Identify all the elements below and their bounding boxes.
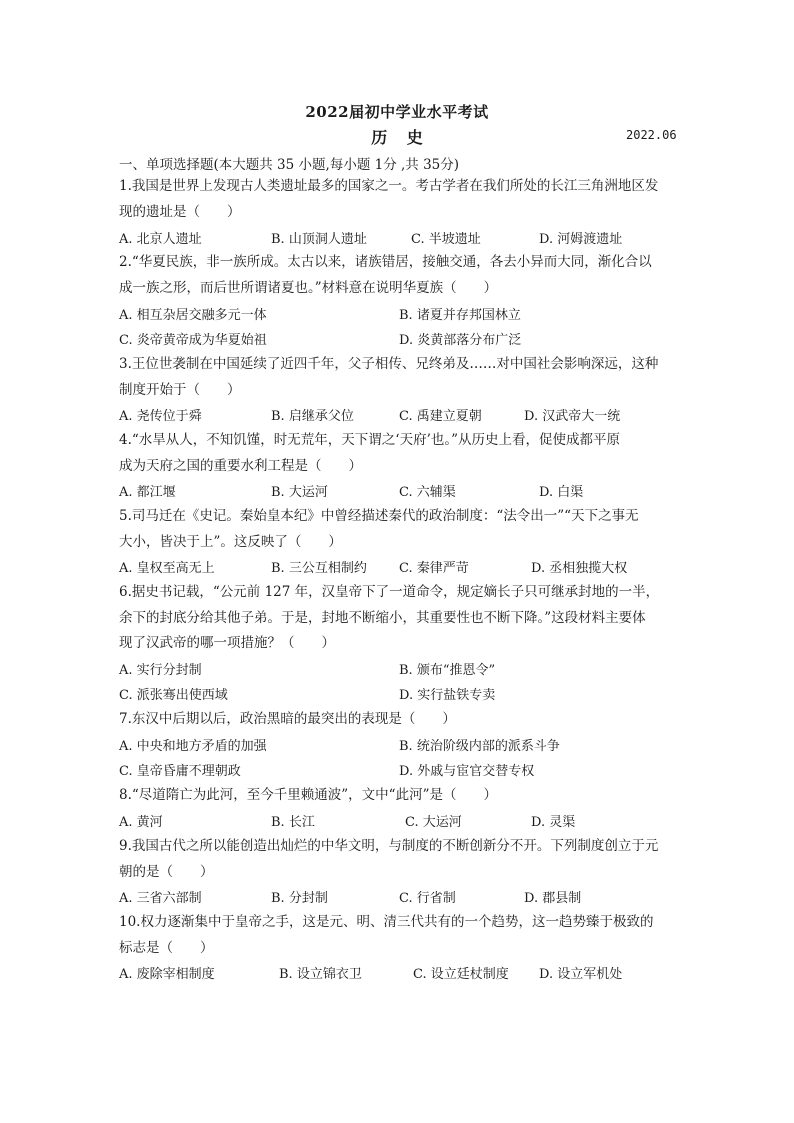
- question-line: 现了汉武帝的哪一项措施？（ ）: [119, 635, 335, 651]
- option-a: A. 三省六部制: [119, 891, 202, 906]
- option-c: C. 六辅渠: [399, 485, 456, 500]
- options-6a: [119, 659, 679, 683]
- exam-title: 2022届初中学业水平考试: [305, 103, 489, 121]
- option-b: B. 诸夏并存邦国林立: [399, 308, 521, 323]
- option-b: B. 分封制: [271, 891, 328, 906]
- option-b: B. 山顶洞人遗址: [271, 232, 367, 247]
- options-1: [119, 228, 679, 252]
- options-6b: [119, 684, 679, 708]
- option-a: A. 中央和地方矛盾的加强: [119, 739, 267, 754]
- options-2a: [119, 304, 679, 328]
- option-a: A. 都江堰: [119, 485, 176, 500]
- question-2: [119, 250, 679, 301]
- options-7a: [119, 735, 679, 759]
- question-4: [119, 428, 679, 479]
- option-b: B. 大运河: [271, 485, 328, 500]
- question-7: [119, 707, 679, 733]
- question-line: 成为天府之国的重要水利工程是（ ）: [119, 457, 362, 474]
- option-a: A. 实行分封制: [119, 663, 202, 678]
- question-3: [119, 352, 679, 403]
- options-7b: [119, 760, 679, 784]
- option-d: D. 汉武帝大一统: [524, 409, 621, 424]
- options-10: [119, 963, 679, 987]
- section-heading: 一、单项选择题(本大题共 35 小题,每小题 1分 ,共 35分): [119, 157, 460, 173]
- exam-subject: 历 史: [371, 128, 423, 147]
- question-9: [119, 834, 679, 885]
- exam-date: 2022.06: [626, 128, 677, 142]
- option-b: B. 统治阶级内部的派系斗争: [399, 739, 560, 754]
- question-line: 10.权力逐渐集中于皇帝之手，这是元、明、清三代共有的一个趋势，这一趋势臻于极致的: [119, 914, 654, 930]
- options-3: [119, 405, 679, 429]
- option-d: D. 灵渠: [531, 815, 576, 830]
- option-a: A. 皇权至高无上: [119, 561, 215, 576]
- question-5: [119, 504, 679, 555]
- option-b: B. 三公互相制约: [271, 561, 367, 576]
- option-c: C. 禹建立夏朝: [399, 409, 482, 424]
- question-line: 1.我国是世界上发现古人类遗址最多的国家之一。考古学者在我们所处的长江三角洲地区发: [119, 178, 659, 194]
- question-line: 5.司马迁在《史记。秦始皇本纪》中曾经描述秦代的政治制度：“法令出一”“天下之事无: [119, 508, 639, 524]
- option-a: A. 相互杂居交融多元一体: [119, 308, 267, 323]
- options-5: [119, 557, 679, 581]
- question-line: 制度开始于（ ）: [119, 381, 241, 398]
- option-d: D. 外戚与宦官交替专权: [399, 764, 535, 779]
- question-line: 标志是（ ）: [119, 939, 214, 956]
- question-1: [119, 174, 679, 225]
- question-line: 2.“华夏民族，非一族所成。太古以来，诸族错居，接触交通，各去小异而大同，渐化合以: [119, 254, 652, 270]
- question-line: 余下的封底分给其他子弟。于是，封地不断缩小，其重要性也不断下降。”这段材料主要体: [119, 609, 646, 626]
- option-d: D. 实行盐铁专卖: [399, 688, 496, 703]
- option-c: C. 设立廷杖制度: [413, 967, 509, 982]
- option-d: D. 河姆渡遗址: [539, 232, 623, 247]
- option-d: D. 丞相独揽大权: [531, 561, 628, 576]
- question-line: 9.我国古代之所以能创造出灿烂的中华文明，与制度的不断创新分不开。下列制度创立于元: [119, 838, 659, 854]
- option-c: C. 半坡遗址: [411, 232, 481, 247]
- option-a: A. 废除宰相制度: [119, 967, 215, 982]
- option-c: C. 派张骞出使西域: [119, 688, 228, 703]
- question-line: 4.“水旱从人，不知饥馑，时无荒年，天下谓之‘天府’也。”从历史上看，促使成都平原: [119, 432, 621, 448]
- option-c: C. 炎帝黄帝成为华夏始祖: [119, 333, 267, 348]
- option-c: C. 大运河: [405, 815, 462, 830]
- option-b: B. 长江: [271, 815, 315, 830]
- option-b: B. 启继承父位: [271, 409, 354, 424]
- option-d: D. 设立军机处: [539, 967, 623, 982]
- option-a: A. 北京人遗址: [119, 232, 202, 247]
- question-line: 朝的是（ ）: [119, 863, 214, 880]
- question-line: 现的遗址是（ ）: [119, 203, 241, 220]
- option-d: D. 郡县制: [524, 891, 582, 906]
- option-b: B. 设立锦衣卫: [279, 967, 362, 982]
- option-c: C. 皇帝昏庸不理朝政: [119, 764, 241, 779]
- option-d: D. 炎黄部落分布广泛: [399, 333, 522, 348]
- option-c: C. 秦律严苛: [399, 561, 469, 576]
- question-line: 大小，皆决于上”。这反映了（ ）: [119, 533, 342, 550]
- question-8: [119, 783, 679, 809]
- question-line: 成一族之形，而后世所谓诸夏也。”材料意在说明华夏族（ ）: [119, 279, 498, 296]
- question-6: [119, 580, 679, 657]
- options-8: [119, 811, 679, 835]
- option-d: D. 白渠: [539, 485, 584, 500]
- question-line: 7.东汉中后期以后，政治黑暗的最突出的表现是（ ）: [119, 711, 456, 727]
- question-line: 3.王位世袭制在中国延续了近四千年，父子相传、兄终弟及……对中国社会影响深远，这种: [119, 356, 659, 372]
- question-line: 8.“尽道隋亡为此河，至今千里赖通波”，文中“此河”是（ ）: [119, 787, 497, 803]
- option-b: B. 颁布“推恩令”: [399, 663, 496, 678]
- options-4: [119, 481, 679, 505]
- question-line: 6.据史书记载，“公元前 127 年，汉皇帝下了一道命令，规定嫡长子只可继承封地的一半，: [119, 584, 660, 600]
- question-10: [119, 910, 679, 961]
- option-c: C. 行省制: [399, 891, 456, 906]
- options-2b: [119, 329, 679, 353]
- option-a: A. 尧传位于舜: [119, 409, 202, 424]
- option-a: A. 黄河: [119, 815, 163, 830]
- options-9: [119, 887, 679, 911]
